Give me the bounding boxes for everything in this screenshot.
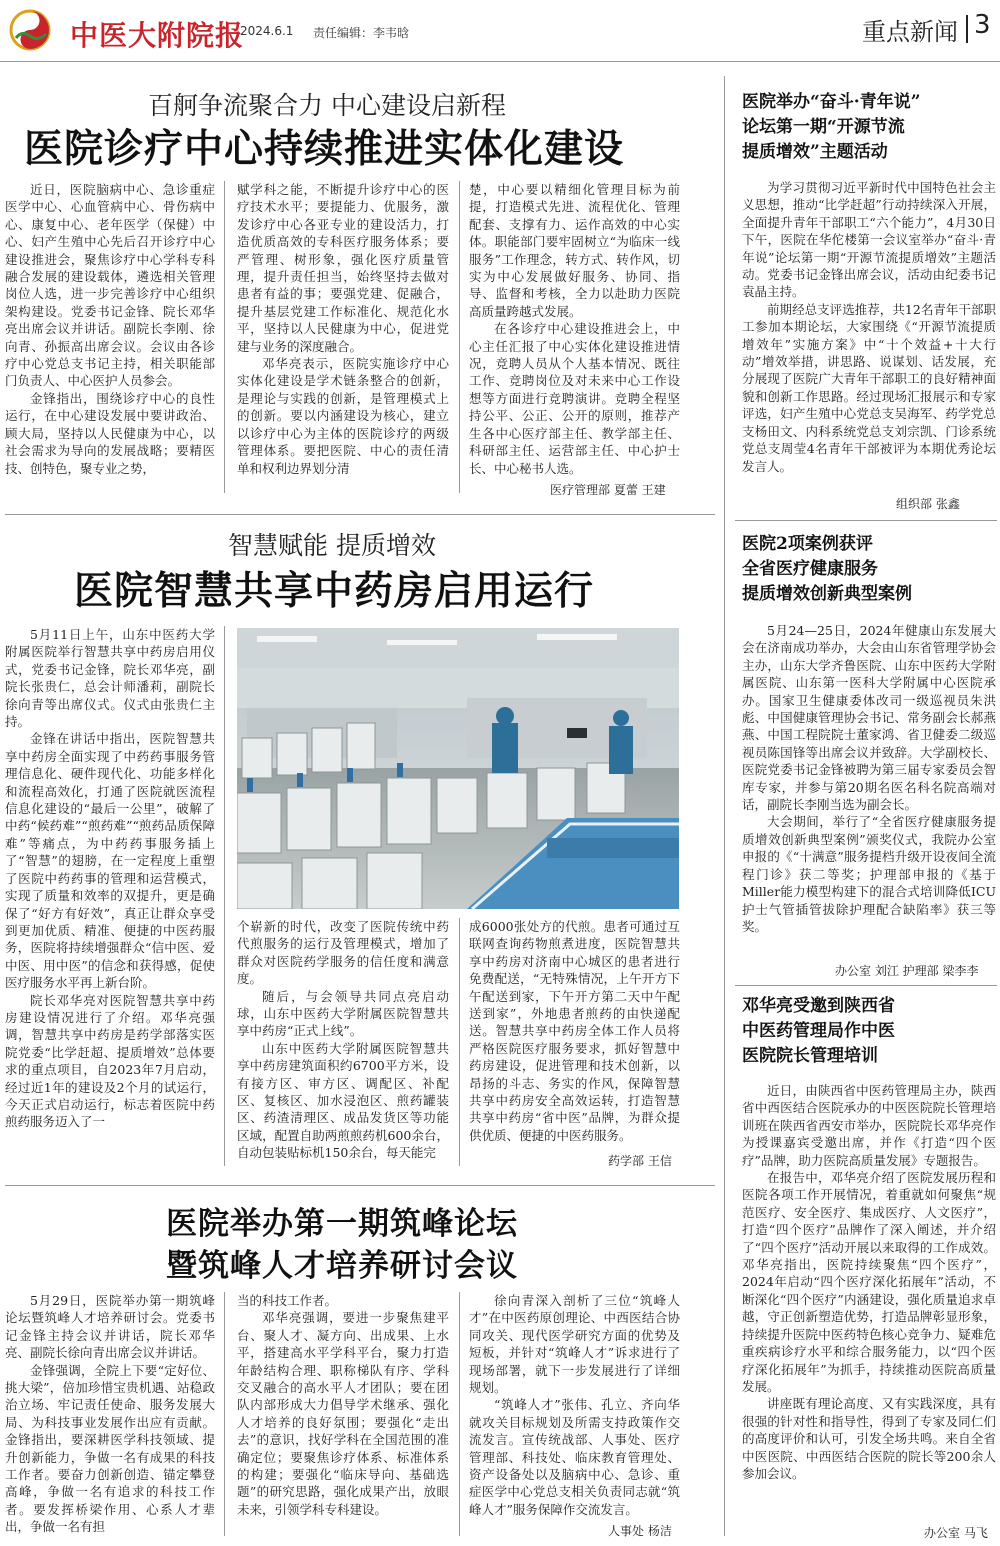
paragraph: 徐向青深入剖析了三位“筑峰人才”在中医药原创理论、中西医结合协同攻关、现代医学研究方面的优势及短板，并针对“筑峰人才”诉求进行了现场部署，就下一步发展进行了详细规划。 — [469, 1293, 680, 1396]
column-rule — [459, 1292, 460, 1536]
paragraph: 近日，医院脑病中心、急诊重症医学中心、心血管病中心、骨伤病中心、康复中心、老年医学（保健）中心、妇产生殖中心先后召开诊疗中心建设推进会，聚焦诊疗中心学科专科融合发展的建设载体，遴选相关管理岗位人选，进一步完善诊疗中心组织架构建设。党委书记金锋、院长邓华亮出席会议并讲话。副院长李刚、徐向青、孙振高出席会议。会议由各诊疗中心党总支书记主持，相关职能部门负责人、中心医护人员参会。 — [5, 182, 215, 389]
section-name: 重点新闻 — [862, 18, 958, 46]
article1-column-2 — [237, 181, 449, 497]
paragraph: 当的科技工作者。 — [237, 1293, 338, 1308]
sidebar-divider — [724, 76, 725, 1536]
article3-headline-line2: 暨筑峰人才培养研讨会议 — [166, 1248, 518, 1284]
article1-subtitle: 百舸争流聚合力 中心建设启新程 — [148, 91, 506, 120]
paragraph: 为学习贯彻习近平新时代中国特色社会主义思想，推动“比学赶超”行动持续深入开展，全面提升青年干部职工“六个能力”，4月30日下午，医院在华佗楼第一会议室举办“奋斗·青年说”论坛第一期“开源节流提质增效”主题活动。党委书记金锋出席会议，活动由纪委书记袁晶主持。 — [742, 180, 996, 300]
paragraph: 在各诊疗中心建设推进会上，中心主任汇报了中心实体化建设推进情况，竞聘人员从个人基本情况、既往工作、竞聘岗位及对未来中心工作设想等方面进行竞聘演讲。竞聘全程坚持公平、公正、公开的原则，推荐产生各中心医疗部主任、教学部主任、科研部主任、运营部主任、中心护士长、中心秘书人选。 — [469, 321, 680, 476]
article3-column-1 — [5, 1292, 215, 1539]
issue-date: 2024.6.1 — [240, 24, 294, 38]
paragraph: 邓华亮强调，要进一步聚焦建平台、聚人才、凝方向、出成果、上水平，搭建高水平学科平台，聚力打造年龄结构合理、职称梯队有序、学科交叉融合的高水平人才团队；要在团队内部形成大力倡导学术继承、强化人才培养的良好氛围；要强化“走出去”的意识，找好学科在全国范围的准确定位；要聚焦诊疗体系、标准体系的构建；要强化“临床导向、基础选题”的研究思路，强化成果产出，放眼未来，引领学科专科建设。 — [237, 1310, 449, 1517]
page-number: 3 — [974, 10, 991, 40]
side2-body — [742, 622, 996, 954]
article3-headline-line1: 医院举办第一期筑峰论坛 — [166, 1206, 518, 1242]
paragraph: 金锋指出，围绕诊疗中心的良性运行，在中心建设发展中要讲政治、顾大局，坚持以人民健康为中心，以社会需求为导向的发展战略；要精医技、创特色，聚专业之势， — [5, 390, 215, 476]
newspaper-logo-icon — [8, 8, 52, 52]
pharmacy-photo — [237, 628, 679, 909]
article3-byline: 人事处 杨洁 — [608, 1524, 672, 1538]
article1-headline: 医院诊疗中心持续推进实体化建设 — [24, 126, 625, 172]
side1-title: 医院举办“奋斗·青年说” 论坛第一期“开源节流 提质增效”主题活动 — [742, 92, 921, 162]
pharmacy-photo-illustration — [237, 628, 679, 909]
side2-byline: 办公室 刘江 护理部 梁李李 — [835, 964, 979, 978]
column-rule — [459, 918, 460, 1166]
side2-title: 医院2项案例获评 全省医疗健康服务 提质增效创新典型案例 — [742, 534, 912, 604]
paragraph: 近日，由陕西省中医药管理局主办，陕西省中西医结合医院承办的中医医院院长管理培训班在陕西省西安市举办，医院院长邓华亮作为授课嘉宾受邀出席，并作《打造“四个医疗”品牌，助力医院高质量发展》专题报告。 — [742, 1083, 996, 1168]
article2-column-2 — [237, 918, 449, 1168]
article2-byline: 药学部 王信 — [608, 1154, 672, 1168]
masthead-rule — [0, 61, 1000, 62]
article1-column-3 — [469, 181, 680, 477]
section-rule — [5, 1185, 715, 1186]
paragraph: 随后，与会领导共同点亮启动球，山东中医药大学附属医院智慧共享中药房“正式上线”。 — [237, 988, 449, 1039]
side1-byline: 组织部 张鑫 — [896, 497, 960, 511]
side3-byline: 办公室 马飞 — [924, 1526, 988, 1540]
paragraph: 赋学科之能，不断提升诊疗中心的医疗技术水平；要提能力、优服务，激发诊疗中心各亚专业的建设活力，打造优质高效的专科医疗服务体系；要严管理、树形象，强化医疗质量管理，提升责任担当，始终坚持去做对患者有益的事；要强党建、促融合，提升基层党建工作标准化、规范化水平，坚持以人民健康为中心，促进党建与业务的深度融合。 — [237, 182, 449, 354]
paragraph: 5月11日上午，山东中医药大学附属医院举行智慧共享中药房启用仪式，党委书记金锋，院长邓华亮，副院长张贵仁，总会计师潘莉，副院长徐向青等出席仪式。仪式由张贵仁主持。 — [5, 627, 215, 730]
masthead-divider — [966, 15, 968, 43]
section-rule — [735, 985, 997, 986]
side3-body — [742, 1082, 996, 1520]
paragraph: 5月29日，医院举办第一期筑峰论坛暨筑峰人才培养研讨会。党委书记金锋主持会议并讲话，院长邓华亮、副院长徐向青出席会议并讲话。 — [5, 1293, 215, 1361]
article3-column-2 — [237, 1292, 449, 1539]
paragraph: 金锋在讲话中指出，医院智慧共享中药房全面实现了中药药事服务管理信息化、硬件现代化、功能多样化和流程高效化，打通了医院就医流程信息化建设的“最后一公里”，破解了中药“候药难”“煎药难”“煎药品质保障难”等痛点，为中药药事服务插上了“智慧”的翅膀，在一定程度上重塑了医院中药药事的管理和运营模式，实现了质量和效率的双提升，更是确保了“好方有好效”，真正让群众享受到更加优质、精准、便捷的中医药服务，医院将持续增强群众“信中医、爱中医、用中医”的信念和获得感，促使医疗服务水平再上新台阶。 — [5, 731, 215, 991]
paragraph: 院长邓华亮对医院智慧共享中药房建设情况进行了介绍。邓华亮强调，智慧共享中药房是药学部落实医院党委“比学赶超、提质增效”总体要求的重点项目，自2023年7月启动，经过近1年的建设及2个月的试运行，今天正式启动运行，标志着医院中药煎药服务迈入了一 — [5, 992, 215, 1130]
paragraph: 在报告中，邓华亮介绍了医院发展历程和医院各项工作开展情况，着重就如何聚焦“规范医疗、安全医疗、集成医疗、人文医疗”，打造“四个医疗”品牌作了深入阐述，并介绍了“四个医疗”活动开展以来取得的工作成效。邓华亮指出，医院持续聚焦“四个医疗”，2024年启动“四个医疗深化拓展年”活动，不断深化“四个医疗”内涵建设，强化质量追求卓越，守正创新塑造优势，打造品牌彰显形象，持续提升医院中医药特色核心竞争力、疑难危重疾病诊疗水平和综合服务能力，以“四个医疗深化拓展年”为抓手，持续推动医院高质量发展。 — [742, 1170, 996, 1394]
article1-column-1 — [5, 181, 215, 497]
article1-byline: 医疗管理部 夏蕾 王建 — [550, 483, 666, 497]
column-rule — [224, 1292, 225, 1536]
paragraph: 山东中医药大学附属医院智慧共享中药房建筑面积约6700平方米，设有接方区、审方区、调配区、补配区、复核区、加水浸泡区、煎药罐装区、药渣清理区、成品发货区等功能区域，配置自助两煎煎药机600余台，自动包装贴标机150余台，每天能完 — [237, 1040, 449, 1161]
paragraph: 大会期间，举行了“全省医疗健康服务提质增效创新典型案例”颁奖仪式，我院办公室申报的《“十满意”服务提档升级开设夜间全流程门诊》获二等奖；护理部申报的《基于Miller能力模型构建下的混合式培训降低ICU护士气管插管拔除护理配合缺陷率》获三等奖。 — [742, 814, 996, 934]
section-rule — [5, 514, 715, 515]
paragraph: 楚，中心要以精细化管理目标为前提，打造模式先进、流程优化、管理配套、支撑有力、运作高效的中心实体。职能部门要牢固树立“为临床一线服务”工作理念，转方式、转作风，切实为中心发展做好服务、协同、指导、监督和考核，全力以赴助力医院高质量跨越式发展。 — [469, 182, 680, 319]
paper-name: 中医大附院报 — [70, 19, 245, 52]
paragraph: 前期经总支评选推荐，共12名青年干部职工参加本期论坛，大家围绕《“开源节流提质增效年”实施方案》中“十个效益+十大行动”增效举措，讲思路、说谋划、话发展，充分展现了医院广大青年干部职工的良好精神面貌和创新工作思路。经过现场汇报展示和专家评选，妇产生殖中心党总支吴海军、药学党总支杨田文、内科系统党总支刘宗凯、门诊系统党总支周莹4名青年干部被评为本期优秀论坛发言人。 — [742, 301, 996, 474]
article2-subtitle: 智慧赋能 提质增效 — [228, 531, 436, 560]
paragraph: 成6000张处方的代煎。患者可通过互联网查询药物煎煮进度，医院智慧共享中药房对济南中心城区的患者进行免费配送，“无特殊情况，上午开方下午配送到家，下午开方第二天中午配送到家”，外地患者煎药的由快递配送。智慧共享中药房全体工作人员将严格医院医疗服务要求，抓好智慧中药房建设，促进管理和技术创新，以昂扬的斗志、务实的作风，保障智慧共享中药房安全高效运转，打造智慧共享中药房“省中医”品牌，为群众提供优质、便捷的中医药服务。 — [469, 919, 680, 1143]
paragraph: 5月24—25日，2024年健康山东发展大会在济南成功举办，大会由山东省管理学协会主办，山东大学齐鲁医院、山东中医药大学附属医院、山东第一医科大学附属中心医院承办。国家卫生健康委体改司一级巡视员朱洪彪、中国健康管理协会书记、常务副会长郝燕燕、中国工程院院士董家鸿、省卫健委二级巡视员陈国锋等出席会议并致辞。大学副校长、医院党委书记金锋被聘为第三届专家委员会智库专家，并参与第20期名医名科名院高端对话，副院长李刚当选为副会长。 — [742, 623, 996, 813]
side1-body — [742, 179, 996, 493]
section-rule — [735, 520, 997, 521]
paragraph: 讲座既有理论高度、又有实践深度，具有很强的针对性和指导性，得到了专家及同仁们的高度评价和认可，引发全场共鸣。来自全省中医医院、中西医结合医院的院长等200余人参加会议。 — [742, 1396, 996, 1481]
article2-column-1 — [5, 626, 215, 1169]
masthead — [0, 0, 1000, 60]
paragraph: 个崭新的时代，改变了医院传统中药代煎服务的运行及管理模式，增加了群众对医院药学服务的信任度和满意度。 — [237, 919, 449, 987]
article2-headline: 医院智慧共享中药房启用运行 — [74, 568, 595, 614]
paragraph: 金锋强调，全院上下要“定好位、挑大梁”，倍加珍惜宝贵机遇、站稳政治立场、牢记责任使命、服务发展大局、为科技事业发展作出应有贡献。金锋指出，要深耕医学科技领域、提升创新能力，争做一名有成果的科技工作者。要奋力创新创造、锚定攀登高峰，争做一名有追求的科技工作者。要发挥桥梁作用、心系人才辈出，争做一名有担 — [5, 1362, 215, 1535]
column-rule — [224, 626, 225, 1166]
article2-column-3 — [469, 918, 680, 1148]
column-rule — [224, 181, 225, 493]
paragraph: 邓华亮表示，医院实施诊疗中心实体化建设是学术链条整合的创新，是理论与实践的创新，是管理模式上的创新。要以内涵建设为核心，建立以诊疗中心为主体的医院诊疗的两级管理体系。要把医院、中心的责任清单和权利边界划分清 — [237, 356, 449, 476]
side3-title: 邓华亮受邀到陕西省 中医药管理局作中医 医院院长管理培训 — [742, 996, 895, 1066]
paragraph: “筑峰人才”张伟、孔立、齐向华就攻关目标规划及所需支持政策作交流发言。宣传统战部、人事处、医疗管理部、科技处、临床教育管理处、资产设备处以及脑病中心、急诊、重症医学中心党总支相关负责同志就“筑峰人才”服务保障作交流发言。 — [469, 1397, 680, 1517]
article3-column-3 — [469, 1292, 680, 1518]
column-rule — [459, 181, 460, 493]
responsible-editor: 责任编辑：李韦晗 — [313, 26, 410, 40]
